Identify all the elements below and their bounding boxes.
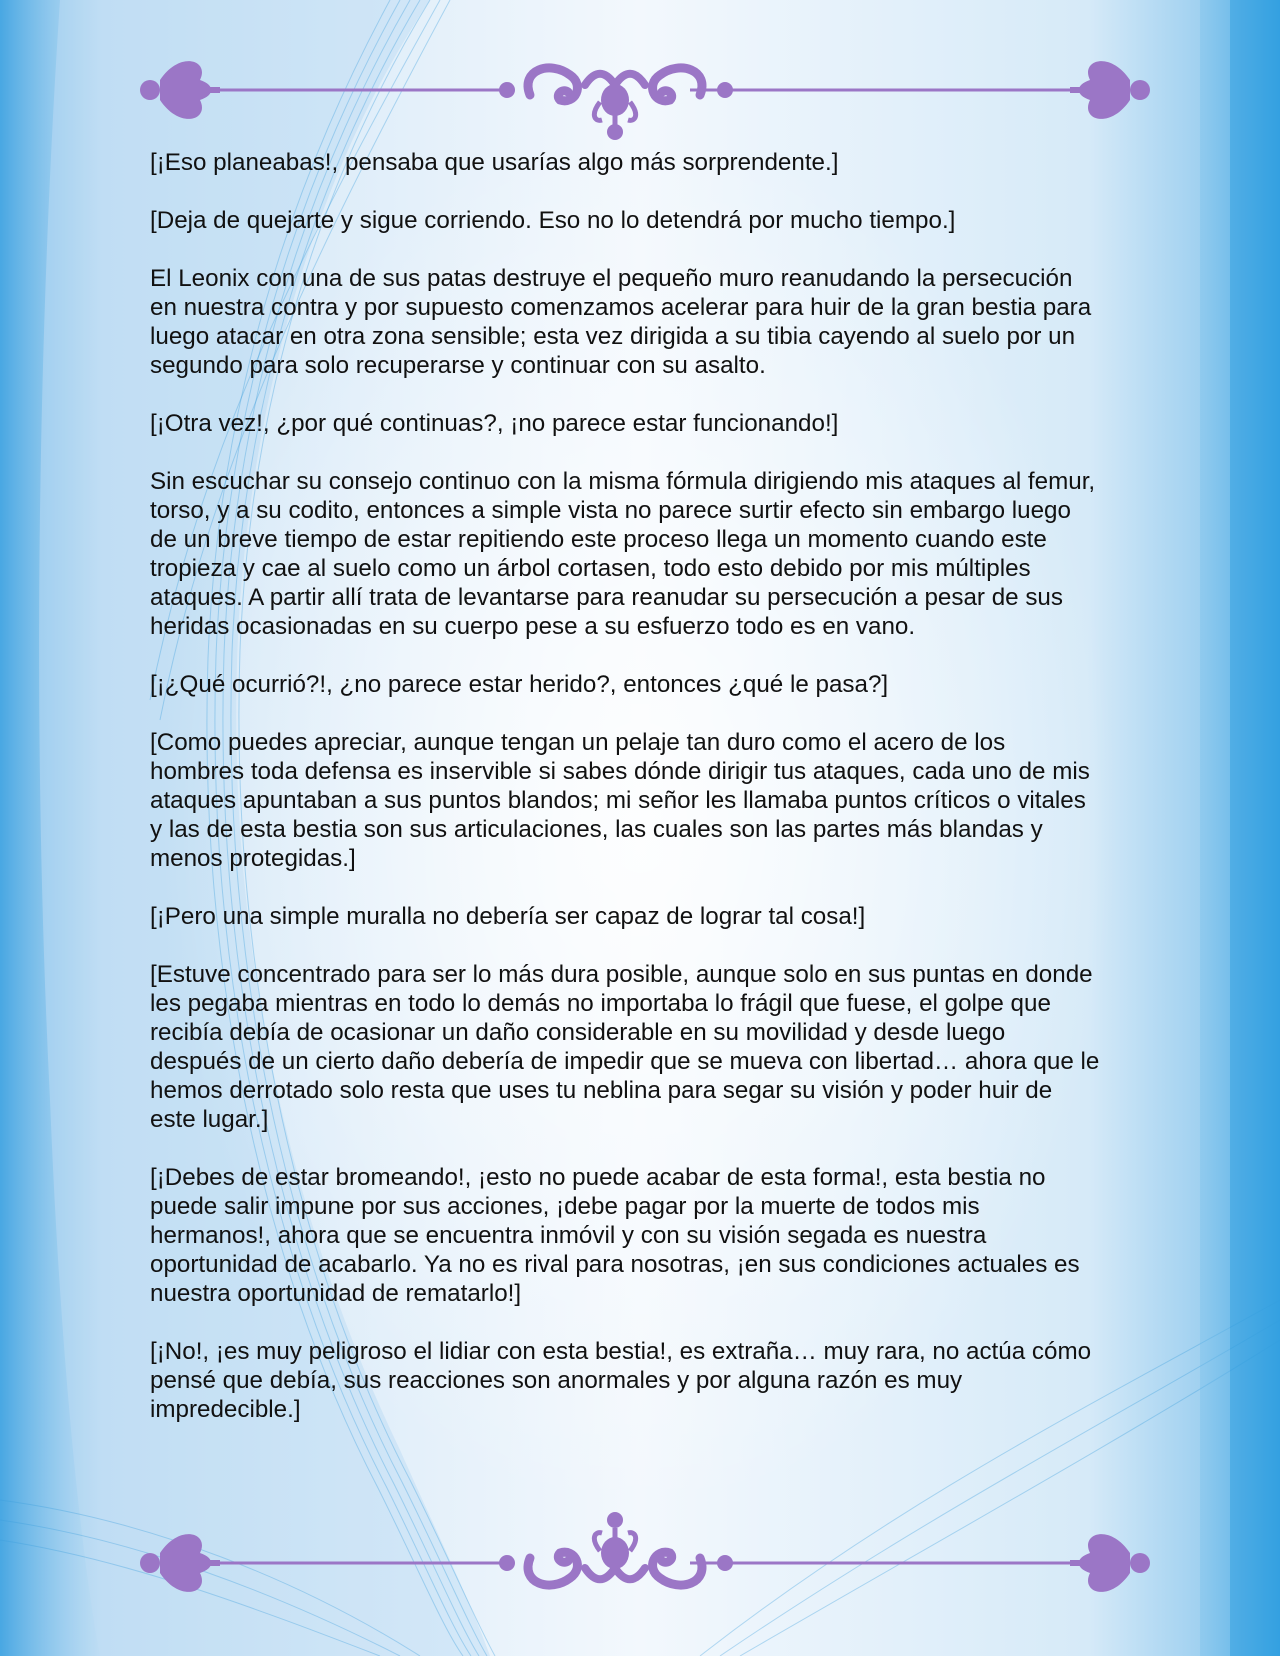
paragraph-8: [¡Pero una simple muralla no debería ser capaz de lograr tal cosa!] (150, 903, 866, 930)
paragraph-7: [Como puedes apreciar, aunque tengan un pelaje tan duro como el acero de los hombres toda defensa es inservible si sabes dónde dirigir tus ataques, cada uno de mis ataques apuntaban a sus puntos blandos; mi señor les llamaba puntos críticos o vitales y las de esta bestia son sus articulaciones, las cuales son las partes más blandas y menos protegidas.] (150, 729, 1090, 872)
story-text-block (150, 148, 1100, 1453)
paragraph-6: [¡¿Qué ocurrió?!, ¿no parece estar herido?, entonces ¿qué le pasa?] (150, 671, 889, 698)
paragraph-1: [¡Eso planeabas!, pensaba que usarías algo más sorprendente.] (150, 149, 839, 176)
paragraph-4: [¡Otra vez!, ¿por qué continuas?, ¡no parece estar funcionando!] (150, 410, 839, 437)
paragraph-10: [¡Debes de estar bromeando!, ¡esto no puede acabar de esta forma!, esta bestia no puede salir impune por sus acciones, ¡debe pagar por la muerte de todos mis hermanos!, ahora que se encuentra inmóvil y con su visión segada es nuestra oportunidad de acabarlo. Ya no es rival para nosotras, ¡en sus condiciones actuales es nuestra oportunidad de rematarlo!] (150, 1164, 1080, 1307)
bottom-ornament-divider (130, 1508, 1160, 1608)
top-ornament-divider (130, 40, 1160, 140)
paragraph-9: [Estuve concentrado para ser lo más dura posible, aunque solo en sus puntas en donde les pegaba mientras en todo lo demás no importaba lo frágil que fuese, el golpe que recibía debía de ocasionar un daño considerable en su movilidad y desde luego después de un cierto daño debería de impedir que se mueva con libertad… ahora que le hemos derrotado solo resta que uses tu neblina para segar su visión y poder huir de este lugar.] (150, 961, 1100, 1133)
paragraph-3: El Leonix con una de sus patas destruye el pequeño muro reanudando la persecución en nuestra contra y por supuesto comenzamos acelerar para huir de la gran bestia para luego atacar en otra zona sensible; esta vez dirigida a su tibia cayendo al suelo por un segundo para solo recuperarse y continuar con su asalto. (150, 265, 1092, 379)
paragraph-11: [¡No!, ¡es muy peligroso el lidiar con esta bestia!, es extraña… muy rara, no actúa cómo pensé que debía, sus reacciones son anormales y por alguna razón es muy impredecible.] (150, 1338, 1092, 1423)
paragraph-5: Sin escuchar su consejo continuo con la misma fórmula dirigiendo mis ataques al femur, torso, y a su codito, entonces a simple vista no parece surtir efecto sin embargo luego de un breve tiempo de estar repitiendo este proceso llega un momento cuando este tropieza y cae al suelo como un árbol cortasen, todo esto debido por mis múltiples ataques. A partir allí trata de levantarse para reanudar su persecución a pesar de sus heridas ocasionadas en su cuerpo pese a su esfuerzo todo es en vano. (150, 468, 1096, 640)
paragraph-2: [Deja de quejarte y sigue corriendo. Eso no lo detendrá por mucho tiempo.] (150, 207, 956, 234)
